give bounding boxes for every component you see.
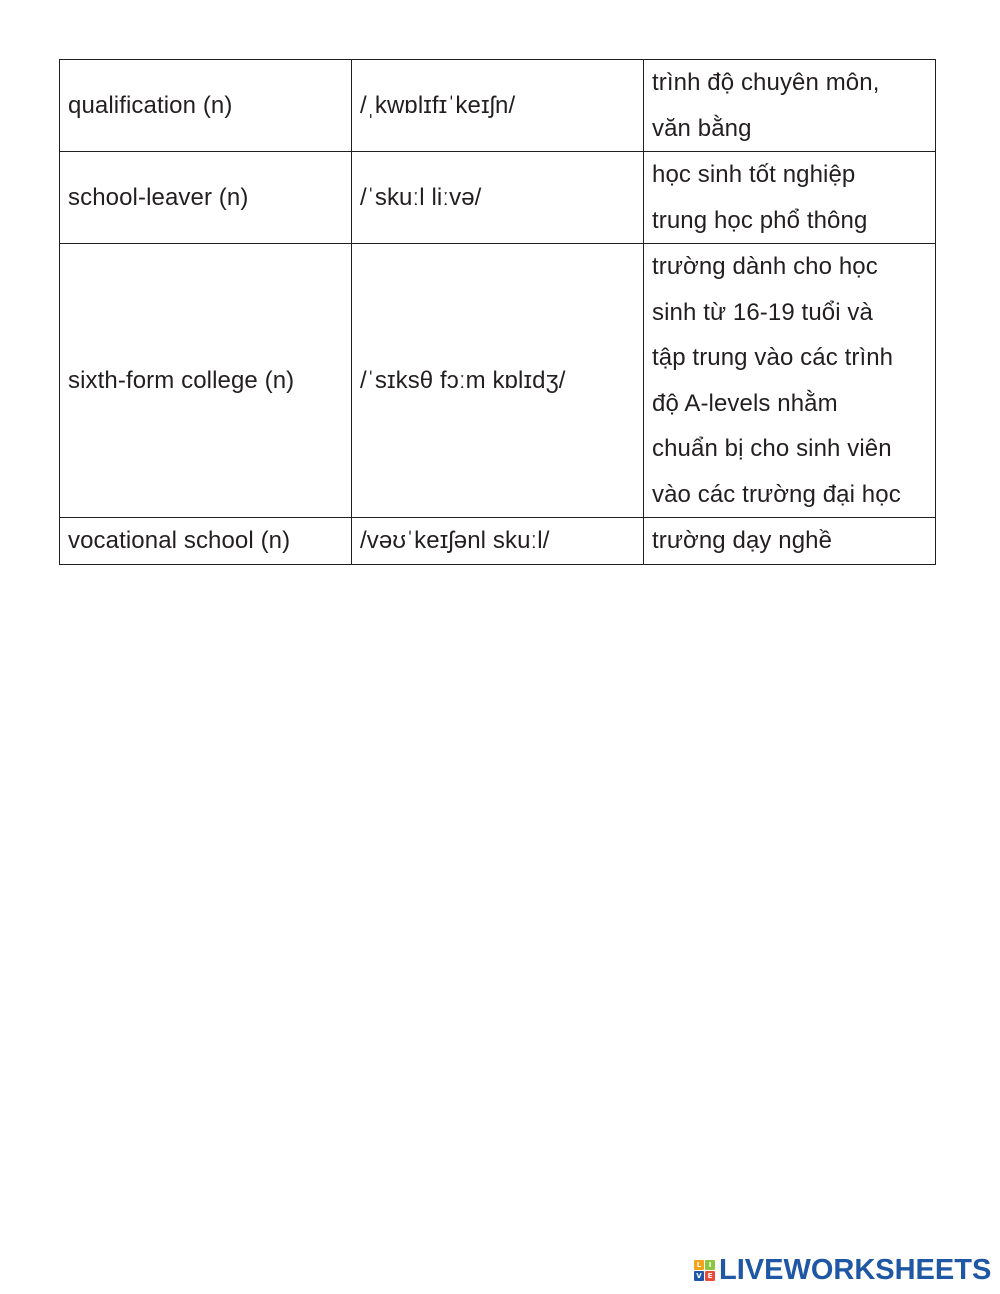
- logo-text: LIVEWORKSHEETS: [719, 1254, 992, 1286]
- logo-mark-i: I: [705, 1260, 715, 1270]
- ipa-cell: /ˌkwɒlɪfɪˈkeɪʃn/: [352, 60, 644, 152]
- word-cell: vocational school (n): [60, 518, 352, 565]
- meaning-cell: trình độ chuyên môn, văn bằng: [644, 60, 936, 152]
- ipa-cell: /vəʊˈkeɪʃənl skuːl/: [352, 518, 644, 565]
- meaning-cell: học sinh tốt nghiệp trung học phổ thông: [644, 152, 936, 244]
- word-cell: school-leaver (n): [60, 152, 352, 244]
- logo-mark-icon: [694, 1260, 715, 1281]
- table-row: [60, 518, 936, 565]
- table-row: [60, 244, 936, 518]
- word-cell: sixth-form college (n): [60, 244, 352, 518]
- logo-mark-l: L: [694, 1260, 704, 1270]
- word-cell: qualification (n): [60, 60, 352, 152]
- logo-mark-e: E: [705, 1271, 715, 1281]
- meaning-cell: trường dành cho học sinh từ 16-19 tuổi và tập trung vào các trình độ A-levels nhằm chuẩn bị cho sinh viên vào các trường đại học: [644, 244, 936, 518]
- ipa-cell: /ˈsɪksθ fɔːm kɒlɪdʒ/: [352, 244, 644, 518]
- liveworksheets-logo: [694, 1252, 991, 1288]
- table-row: [60, 152, 936, 244]
- table-row: [60, 60, 936, 152]
- logo-mark-v: V: [694, 1271, 704, 1281]
- ipa-cell: /ˈskuːl liːvə/: [352, 152, 644, 244]
- meaning-cell: trường dạy nghề: [644, 518, 936, 565]
- vocabulary-table: [59, 59, 936, 565]
